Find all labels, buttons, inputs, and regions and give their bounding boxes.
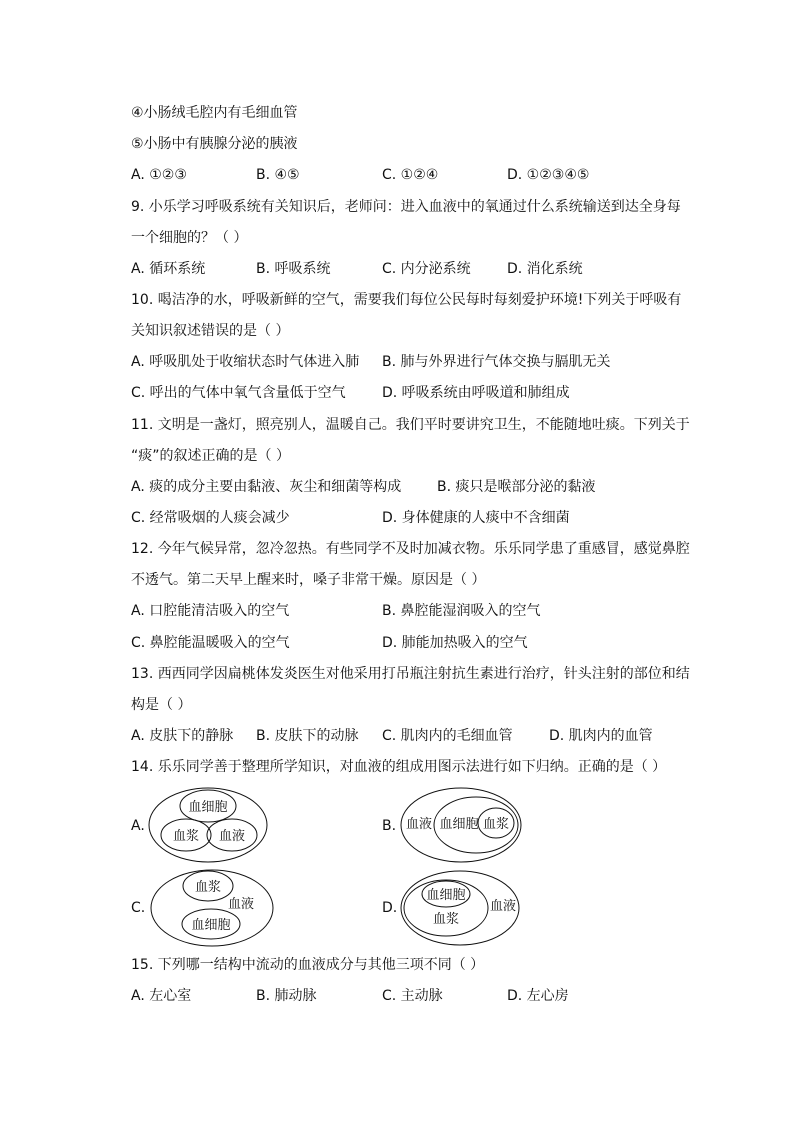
diagram-c-outer-label: 血液 bbox=[227, 897, 255, 912]
q9-option-d: D. 消化系统 bbox=[507, 261, 583, 277]
q8-option-b: B. ④⑤ bbox=[256, 167, 300, 183]
q14-option-d-letter: D. bbox=[382, 900, 398, 916]
q9-stem-line2: 一个细胞的？（ ） bbox=[131, 230, 248, 246]
q9-option-a: A. 循环系统 bbox=[131, 261, 206, 277]
q11-option-a: A. 痰的成分主要由黏液、灰尘和细菌等构成 bbox=[131, 479, 402, 495]
q13-option-d: D. 肌肉内的血管 bbox=[549, 728, 653, 744]
q12-option-a: A. 口腔能清洁吸入的空气 bbox=[131, 603, 290, 619]
q15-option-c: C. 主动脉 bbox=[382, 988, 443, 1004]
q10-option-d: D. 呼吸系统由呼吸道和肺组成 bbox=[382, 385, 570, 401]
q13-option-b: B. 皮肤下的动脉 bbox=[256, 728, 359, 744]
q12-option-b: B. 鼻腔能湿润吸入的空气 bbox=[382, 603, 541, 619]
q13-option-c: C. 肌肉内的毛细血管 bbox=[382, 728, 513, 744]
diagram-b-outer-label: 血液 bbox=[405, 817, 433, 832]
q12-stem-line2: 不透气。第二天早上醒来时，嗓子非常干燥。原因是（ ） bbox=[131, 572, 486, 588]
diagram-d-outer-label: 血液 bbox=[489, 899, 517, 914]
q13-option-a: A. 皮肤下的静脉 bbox=[131, 728, 234, 744]
q12-option-c: C. 鼻腔能温暖吸入的空气 bbox=[131, 635, 290, 651]
q15-option-a: A. 左心室 bbox=[131, 988, 192, 1004]
q14-diagram-b bbox=[398, 785, 526, 865]
diagram-a-right-label: 血液 bbox=[218, 829, 246, 844]
q11-stem-line1: 11. 文明是一盏灯，照亮别人，温暖自己。我们平时要讲究卫生，不能随地吐痰。下列关于 bbox=[131, 417, 690, 433]
diagram-b-inner-label: 血浆 bbox=[482, 817, 510, 832]
q10-option-b: B. 肺与外界进行气体交换与膈肌无关 bbox=[382, 354, 611, 370]
q15-option-d: D. 左心房 bbox=[507, 988, 569, 1004]
q12-option-d: D. 肺能加热吸入的空气 bbox=[382, 635, 528, 651]
q9-stem-line1: 9. 小乐学习呼吸系统有关知识后，老师问：进入血液中的氧通过什么系统输送到达全身每 bbox=[131, 199, 681, 215]
q11-option-c: C. 经常吸烟的人痰会减少 bbox=[131, 510, 290, 526]
q10-stem-line2: 关知识叙述错误的是（ ） bbox=[131, 323, 290, 339]
q10-option-c: C. 呼出的气体中氧气含量低于空气 bbox=[131, 385, 346, 401]
q11-stem-line2: “痰”的叙述正确的是（ ） bbox=[131, 448, 290, 464]
diagram-c-bottom-label: 血细胞 bbox=[191, 918, 231, 933]
diagram-d-bottom-label: 血浆 bbox=[432, 912, 460, 927]
q11-option-d: D. 身体健康的人痰中不含细菌 bbox=[382, 510, 570, 526]
diagram-c-top-label: 血浆 bbox=[194, 880, 222, 895]
q14-diagram-a bbox=[146, 785, 270, 865]
statement-4: ④小肠绒毛腔内有毛细血管 bbox=[131, 105, 298, 121]
q14-option-b-letter: B. bbox=[382, 818, 397, 834]
q13-stem-line1: 13. 西西同学因扁桃体发炎医生对他采用打吊瓶注射抗生素进行治疗，针头注射的部位和结 bbox=[131, 666, 690, 682]
q8-option-a: A. ①②③ bbox=[131, 167, 187, 183]
q14-diagram-d bbox=[398, 868, 524, 948]
q9-option-b: B. 呼吸系统 bbox=[256, 261, 331, 277]
q12-stem-line1: 12. 今年气候异常，忽冷忽热。有些同学不及时加减衣物。乐乐同学患了重感冒，感觉鼻腔 bbox=[131, 541, 690, 557]
q14-stem-line1: 14. 乐乐同学善于整理所学知识，对血液的组成用图示法进行如下归纳。正确的是（ ） bbox=[131, 759, 667, 775]
q8-option-c: C. ①②④ bbox=[382, 167, 439, 183]
q14-option-c-letter: C. bbox=[131, 900, 146, 916]
statement-5: ⑤小肠中有胰腺分泌的胰液 bbox=[131, 136, 298, 152]
q10-stem-line1: 10. 喝洁净的水，呼吸新鲜的空气，需要我们每位公民每时每刻爱护环境!下列关于呼吸有 bbox=[131, 292, 682, 308]
q14-diagram-c bbox=[148, 866, 276, 950]
q13-stem-line2: 构是（ ） bbox=[131, 697, 192, 713]
diagram-a-left-label: 血浆 bbox=[172, 829, 200, 844]
diagram-b-middle-label: 血细胞 bbox=[439, 817, 479, 832]
q8-option-d: D. ①②③④⑤ bbox=[507, 167, 590, 183]
diagram-a-top-label: 血细胞 bbox=[188, 800, 228, 815]
q15-option-b: B. 肺动脉 bbox=[256, 988, 317, 1004]
diagram-d-top-label: 血细胞 bbox=[426, 888, 466, 903]
q10-option-a: A. 呼吸肌处于收缩状态时气体进入肺 bbox=[131, 354, 360, 370]
q9-option-c: C. 内分泌系统 bbox=[382, 261, 471, 277]
q11-option-b: B. 痰只是喉部分泌的黏液 bbox=[437, 479, 596, 495]
q14-option-a-letter: A. bbox=[131, 818, 145, 834]
q15-stem-line1: 15. 下列哪一结构中流动的血液成分与其他三项不同（ ） bbox=[131, 957, 485, 973]
